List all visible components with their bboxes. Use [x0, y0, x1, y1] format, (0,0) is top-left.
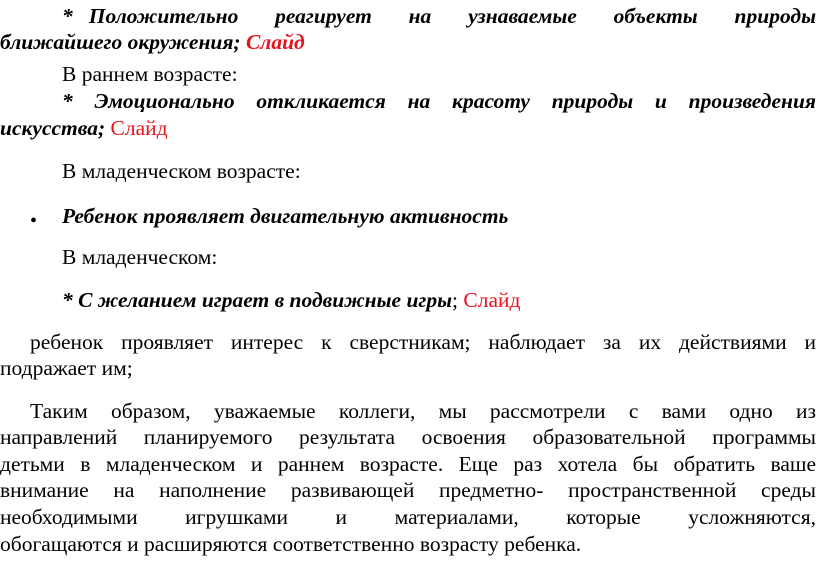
- line-3: [62, 61, 816, 87]
- line-1: [62, 3, 816, 29]
- line-6: [62, 158, 816, 184]
- line-9: [62, 287, 816, 313]
- slide-marker-1: Слайд: [245, 30, 305, 54]
- early-age-heading: В раннем возрасте:: [62, 62, 238, 86]
- asterisk-marker: *: [62, 4, 73, 28]
- line-4: * Эмоционально откликается на красоту природы и произведения: [62, 89, 816, 113]
- paragraph-1-line-1: ребенок проявляет интерес к сверстникам; наблюдает за их действиями и: [30, 330, 816, 354]
- infancy-heading: В младенческом возрасте:: [62, 159, 301, 183]
- line-5-text: искусства;: [0, 116, 106, 140]
- infancy-short-heading: В младенческом:: [62, 245, 218, 269]
- line-1-text: Положительно реагирует на узнаваемые объекты природы: [88, 4, 816, 28]
- line-9-text: * С желанием играет в подвижные игры: [62, 288, 453, 312]
- paragraph-1-line-2: подражает им;: [0, 356, 133, 380]
- line-7: [62, 203, 816, 229]
- bullet-icon: •: [30, 210, 38, 232]
- paragraph-2-line-2: направлений планируемого результата освоения образовательной программы: [0, 425, 816, 449]
- bullet-item-text: Ребенок проявляет двигательную активность: [62, 204, 509, 228]
- paragraph-2-line-3: детьми в младенческом и раннем возрасте. Еще раз хотела бы обратить ваше: [0, 452, 816, 476]
- paragraph-2-line-6: обогащаются и расширяются соответственно возрасту ребенка.: [0, 532, 582, 556]
- line-5: [0, 115, 816, 141]
- slide-marker-3: Слайд: [463, 288, 521, 312]
- paragraph-2-line-5: необходимыми игрушками и материалами, которые усложняются,: [0, 505, 816, 529]
- paragraph-2-line-4: внимание на наполнение развивающей предметно- пространственной среды: [0, 478, 816, 502]
- line-9-separator: ;: [452, 288, 458, 312]
- line-2: [0, 29, 816, 55]
- slide-marker-2: Слайд: [110, 116, 168, 140]
- line-2-text: ближайшего окружения;: [0, 30, 241, 54]
- line-8: [62, 244, 816, 270]
- paragraph-2-line-1: Таким образом, уважаемые коллеги, мы рассмотрели с вами одно из: [30, 399, 816, 423]
